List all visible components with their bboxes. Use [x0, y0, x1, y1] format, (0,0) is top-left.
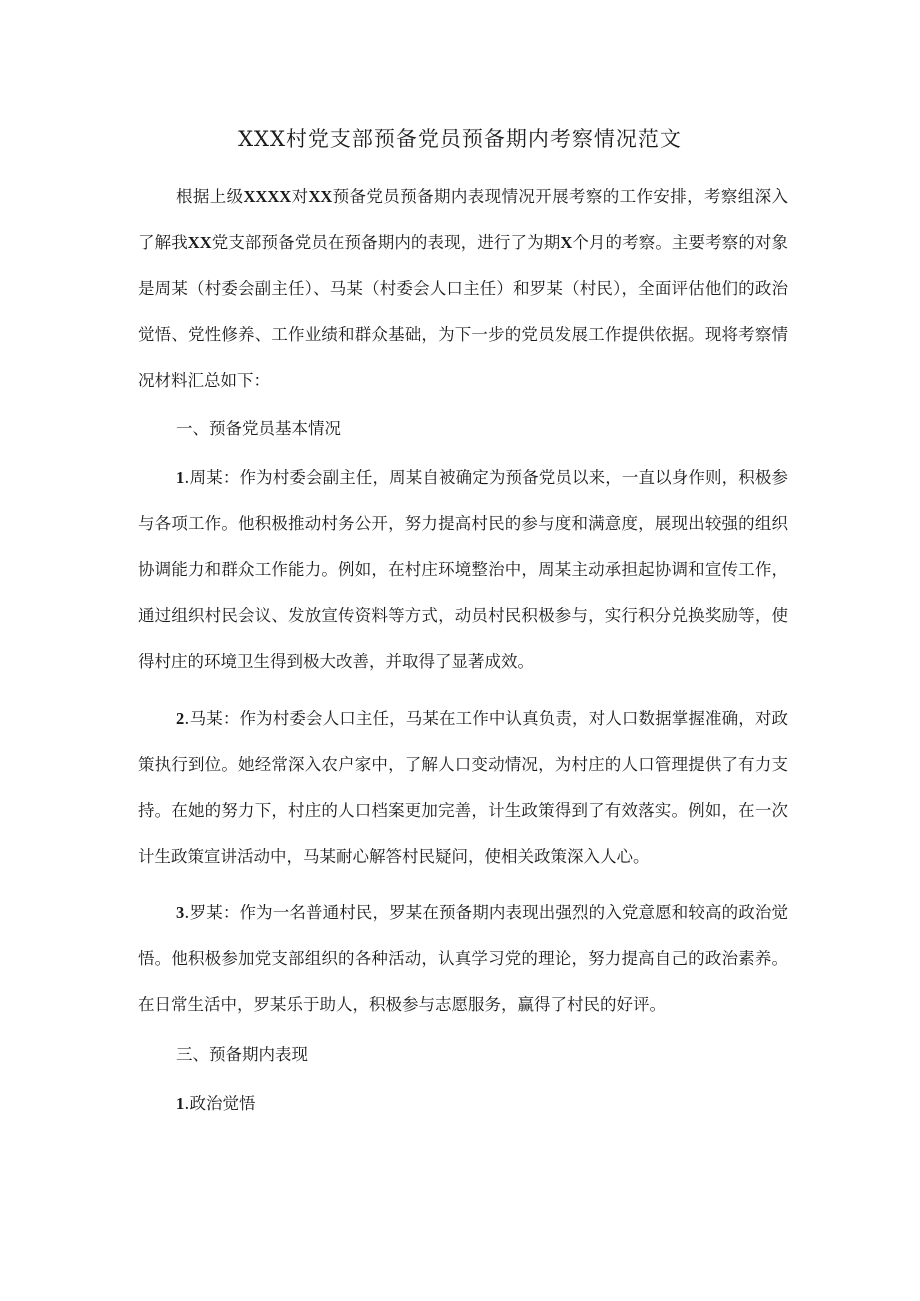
item-number-4: 1 [176, 1094, 185, 1113]
intro-bold-3: XX [187, 233, 212, 252]
item-text-3: .罗某：作为一名普通村民，罗某在预备期内表现出强烈的入党意愿和较高的政治觉悟。他积极参加党支部组织的各种活动，认真学习党的理论，努力提高自己的政治素养。在日常生活中，罗某乐于助人，积极参与志愿服务，赢得了村民的好评。 [138, 903, 788, 1014]
item-paragraph-2 [138, 696, 788, 880]
item-text-4: .政治觉悟 [184, 1094, 256, 1113]
intro-bold-1: XXXX [243, 187, 292, 206]
section-heading-3: 三、预备期内表现 [176, 1045, 308, 1064]
document-title: XXX村党支部预备党员预备期内考察情况范文 [238, 127, 682, 151]
intro-text-3: 预备党员预备期内表现情况开展考察的工作安排，考察组深入了解我 [138, 187, 789, 252]
intro-bold-4: X [560, 233, 573, 252]
intro-text-2: 对 [291, 187, 309, 206]
item-text-1: .周某：作为村委会副主任，周某自被确定为预备党员以来，一直以身作则，积极参与各项工作。他积极推动村务公开，努力提高村民的参与度和满意度，展现出较强的组织协调能力和群众工作能力。例如，在村庄环境整治中，周某主动承担起协调和宣传工作，通过组织村民会议、发放宣传资料等方式，动员村民积极参与，实行积分兑换奖励等，使得村庄的环境卫生得到极大改善，并取得了显著成效。 [138, 468, 788, 671]
item-paragraph-3 [138, 890, 788, 1028]
intro-bold-2: XX [308, 187, 333, 206]
item-number-1: 1 [176, 468, 185, 487]
intro-text-5: 个月的考察。主要考察的对象是周某（村委会副主任）、马某（村委会人口主任）和罗某（村民），全面评估他们的政治觉悟、党性修养、工作业绩和群众基础，为下一步的党员发展工作提供依据。现将考察情况材料汇总如下： [138, 233, 789, 390]
intro-paragraph [138, 174, 788, 404]
item-number-2: 2 [176, 709, 185, 728]
item-paragraph-1 [138, 455, 788, 685]
section-heading-1: 一、预备党员基本情况 [176, 419, 341, 438]
item-text-2: .马某：作为村委会人口主任，马某在工作中认真负责，对人口数据掌握准确，对政策执行到位。她经常深入农户家中，了解人口变动情况，为村庄的人口管理提供了有力支持。在她的努力下，村庄的人口档案更加完善，计生政策得到了有效落实。例如，在一次计生政策宣讲活动中，马某耐心解答村民疑问，使相关政策深入人心。 [138, 709, 788, 866]
intro-text-1: 根据上级 [176, 187, 244, 206]
item-paragraph-4 [176, 1081, 256, 1127]
intro-text-4: 党支部预备党员在预备期内的表现，进行了为期 [211, 233, 561, 252]
item-number-3: 3 [176, 903, 185, 922]
